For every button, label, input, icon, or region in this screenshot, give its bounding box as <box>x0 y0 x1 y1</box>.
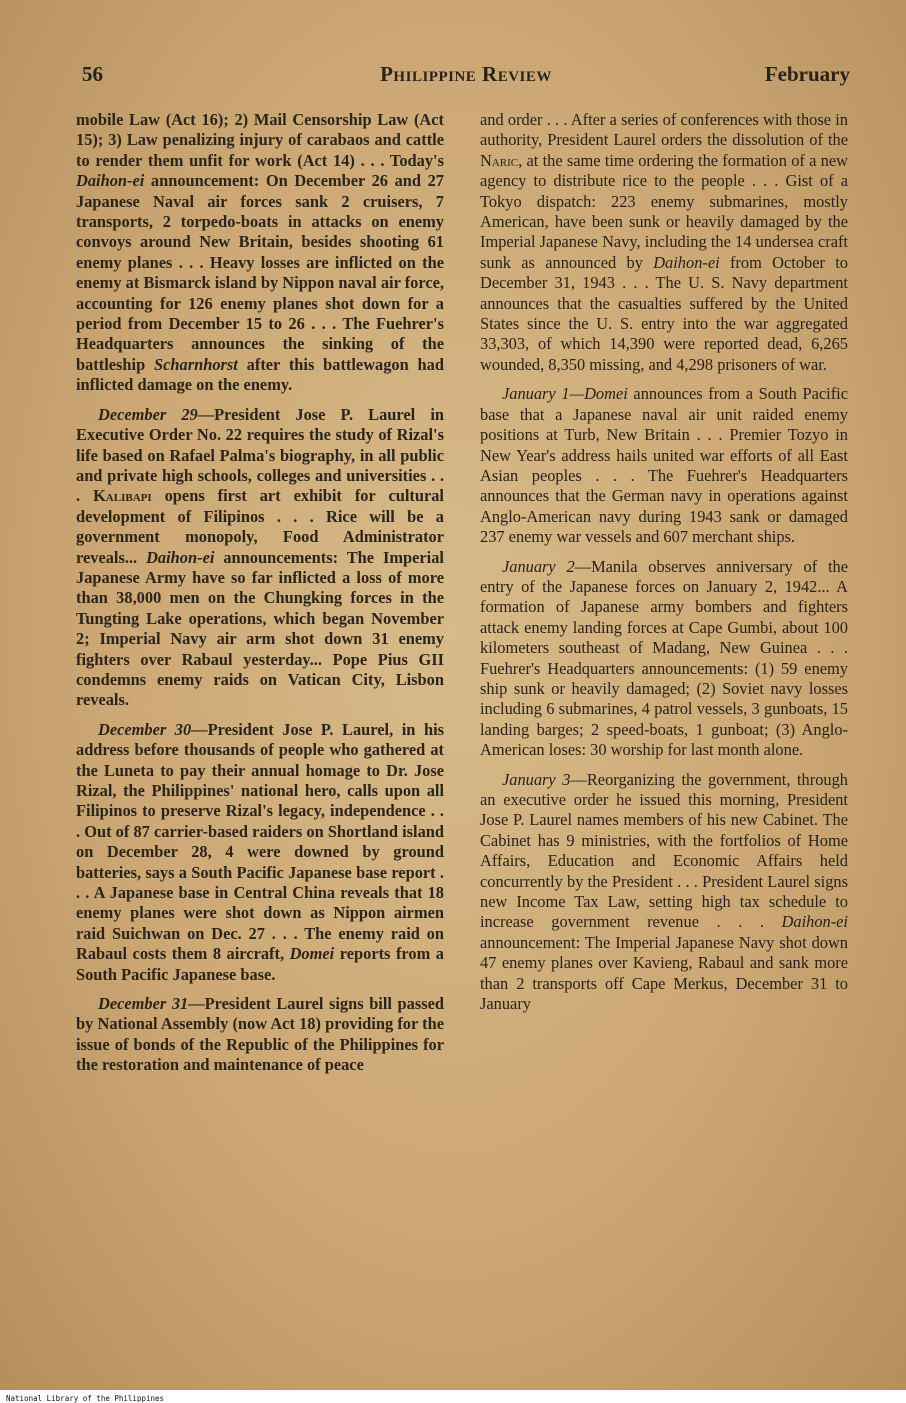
text-run: announces from a South Pacific base that a Japanese naval air unit raided enemy positions at Turb, New Britain . . . Premier Tozyo in New Year's address hails united war efforts of all East Asian peoples . . . The Fuehrer's Headquarters announces that the German navy in operations against Anglo-American navy during 1943 sank or damaged 237 enemy war vessels and 607 merchant ships. <box>480 384 848 547</box>
text-run: —Reorganizing the government, through an executive order he issued this morning, President Jose P. Laurel names members of his new Cabinet. The Cabinet has 9 ministries, with the fortfolios of Home Affairs, Education and Economic Affairs held concurrently by the President . . . President Laurel signs new Income Tax Law, setting high tax schedule to increase government revenue . . . <box>480 769 848 932</box>
text-run: —Manila observes anniversary of the entry of the Japanese forces on January 2, 1942... A formation of Japanese army bombers and fighters attack enemy landing forces at Cape Gumbi, about 100 kilometers southeast of Madang, New Guinea . . . Fuehrer's Headquarters announcements: (1) 59 enemy ship sunk or heavily damaged; (2) Soviet navy losses including 6 submarines, 4 patrol vessels, 3 gunboats, 15 landing barges; 2 speed-boats, 1 gunboat; (3) Anglo-American loses: 30 worship for last month alone. <box>480 556 848 760</box>
italic-run: December 29 <box>98 404 198 424</box>
italic-run: January 2 <box>502 556 575 576</box>
paragraph <box>76 110 444 396</box>
text-run: —President Laurel signs bill passed by National Assembly (now Act 18) providing for the issue of bonds of the Republic of the Philippines for the restoration and maintenance of peace <box>76 994 444 1075</box>
text-run: opens first art exhibit for cultural development of Filipinos . . . Rice will be a government monopoly, Food Administrator reveals... <box>76 486 444 567</box>
page-header <box>82 62 850 92</box>
italic-run: December 30 <box>98 719 192 739</box>
italic-run: Daihon-ei <box>146 547 215 567</box>
italic-run: Domei <box>289 944 335 964</box>
left-column <box>76 110 444 1085</box>
paragraph <box>76 720 444 985</box>
italic-run: January 1—Domei <box>502 384 628 404</box>
journal-title: Philippine Review <box>380 62 552 86</box>
text-run: —President Jose P. Laurel, in his address before thousands of people who gathered at the Luneta to pay their annual homage to Dr. Jose Rizal, the Philippines' national hero, calls upon all Filipinos to preserve Rizal's legacy, independence . . . Out of 87 carrier-based raiders on Shortland island on December 28, 4 were downed by ground batteries, says a South Pacific Japanese base report . . . A Japanese base in Central China reveals that 18 enemy planes were shot down as Nippon airmen raid Suichwan on Dec. 27 . . . The enemy raid on Rabaul costs them 8 aircraft, <box>76 719 444 964</box>
text-run: from October to December 31, 1943 . . . The U. S. Navy department announces that the casualties suffered by the United States since the U. S. entry into the war aggregated 33,303, of which 14,390 were reported dead, 6,265 wounded, 8,350 missing, and 4,298 prisoners of war. <box>480 252 848 374</box>
paragraph <box>480 557 848 761</box>
italic-run: Daihon-ei <box>781 912 848 932</box>
small-caps-run: Naric <box>480 150 519 170</box>
issue-month: February <box>764 62 850 86</box>
paragraph <box>76 994 444 1076</box>
text-run: announcements: The Imperial Japanese Army have so far inflicted a loss of more than 38,000 men on the Chungking forces in the Tungting Lake operations, which began November 2; Imperial Navy air arm shot down 31 enemy fighters over Rabaul yesterday... Pope Pius GII condemns enemy raids on Vatican City, Lisbon reveals. <box>76 547 444 710</box>
text-run: , at the same time ordering the formation of a new agency to distribute rice to the people . . . Gist of a Tokyo dispatch: 223 enemy submarines, mostly American, have been sunk or heavily damaged by the Imperial Japanese Navy, including the 14 undersea craft sunk as announced by <box>480 150 848 272</box>
paragraph <box>76 405 444 711</box>
italic-run: December 31 <box>98 994 189 1014</box>
library-credit: National Library of the Philippines <box>2 1394 168 1403</box>
page-number: 56 <box>82 62 103 86</box>
text-run: mobile Law (Act 16); 2) Mail Censorship Law (Act 15); 3) Law penalizing injury of carabaos and cattle to render them unfit for work (Act 14) . . . Today's <box>76 110 444 170</box>
italic-run: Daihon-ei <box>653 252 720 272</box>
paragraph <box>480 110 848 375</box>
text-run: —President Jose P. Laurel in Executive Order No. 22 requires the study of Rizal's life based on Rafael Palma's biography, in all public and private high schools, colleges and universities . . . <box>76 404 444 506</box>
text-run: announcement: On December 26 and 27 Japanese Naval air forces sank 2 cruisers, 7 transports, 2 torpedo-boats in attacks on enemy convoys around New Britain, besides shooting 61 enemy planes . . . Heavy losses are inflicted on the enemy at Bismarck island by Nippon naval air force, accounting for 126 enemy planes shot down for a period from December 15 to 26 . . . The Fuehrer's Headquarters announces the sinking of the battleship <box>76 171 444 374</box>
paragraph <box>480 770 848 1015</box>
italic-run: Daihon-ei <box>76 171 145 191</box>
italic-run: January 3 <box>502 769 571 789</box>
small-caps-run: Kalibapi <box>93 486 152 506</box>
paragraph <box>480 384 848 547</box>
text-run: and order . . . After a series of conferences with those in authority, President Laurel orders the dissolution of the <box>480 110 848 150</box>
italic-run: Scharnhorst <box>154 354 238 374</box>
right-column <box>480 110 848 1023</box>
text-run: reports from a South Pacific Japanese base. <box>76 944 444 984</box>
text-run: announcement: The Imperial Japanese Navy shot down 47 enemy planes over Kavieng, Rabaul and sank more than 2 transports off Cape Merkus, December 31 to January <box>480 932 848 1014</box>
text-run: after this battlewagon had inflicted damage on the enemy. <box>76 354 444 395</box>
